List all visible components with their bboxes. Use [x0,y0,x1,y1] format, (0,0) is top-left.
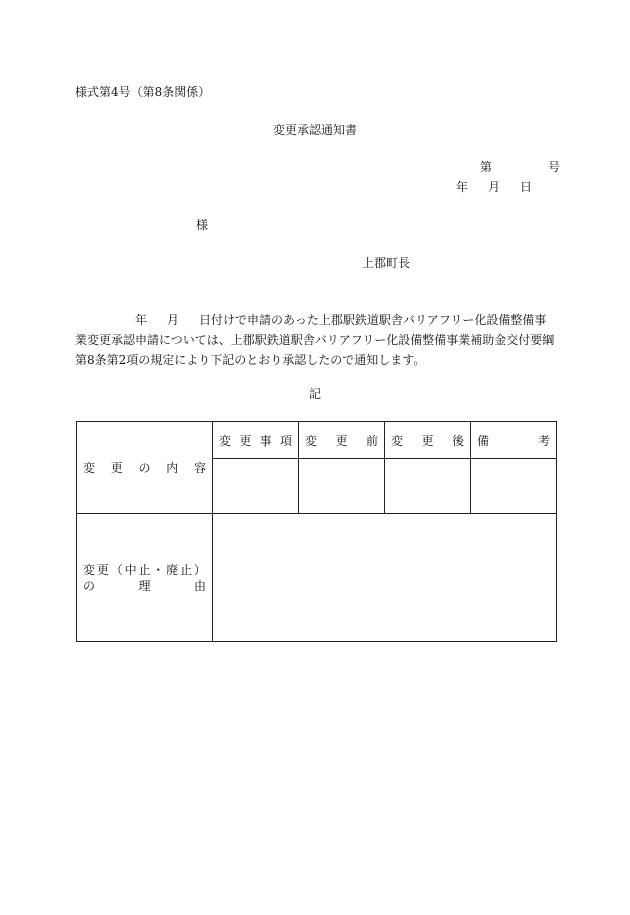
date-month: 月 [488,180,501,194]
date-year: 年 [456,180,469,194]
document-number-line [480,161,560,173]
document-date-line [456,181,532,193]
issuer-name: 上郡町長 [362,256,411,270]
number-prefix: 第 [480,160,493,174]
col-header-before: 変 更 前 [299,422,385,459]
col-header-remarks: 備 考 [471,422,557,459]
col-header-after: 変 更 後 [385,422,471,459]
cell-remarks[interactable] [471,459,557,514]
change-content-label: 変 更 の 内 容 [77,422,213,514]
body-month: 月 [167,313,180,327]
form-number: 様式第4号（第8条関係） [75,85,211,99]
body-year: 年 [135,313,148,327]
col-header-change-item: 変 更 事 項 [213,422,299,459]
change-table [76,421,557,642]
date-day: 日 [520,180,533,194]
number-suffix: 号 [548,160,561,174]
notice-body [75,310,555,370]
cell-after[interactable] [385,459,471,514]
cell-change-item[interactable] [213,459,299,514]
change-reason-label: 変 更 （ 中 止 ・ 廃 止 ） の 理 由 [77,514,213,642]
ki-heading: 記 [308,387,321,401]
cell-before[interactable] [299,459,385,514]
body-text: 日付けで申請のあった上郡駅鉄道駅舎バリアフリー化設備整備事業変更承認申請については、上郡駅鉄道駅舎バリアフリー化設備整備事業補助金交付要綱第8条第2項の規定により下記のとおり承認したので通知します。 [75,313,555,367]
cell-change-reason[interactable] [213,514,557,642]
addressee-honorific: 様 [196,218,209,232]
document-title: 変更承認通知書 [272,123,357,137]
